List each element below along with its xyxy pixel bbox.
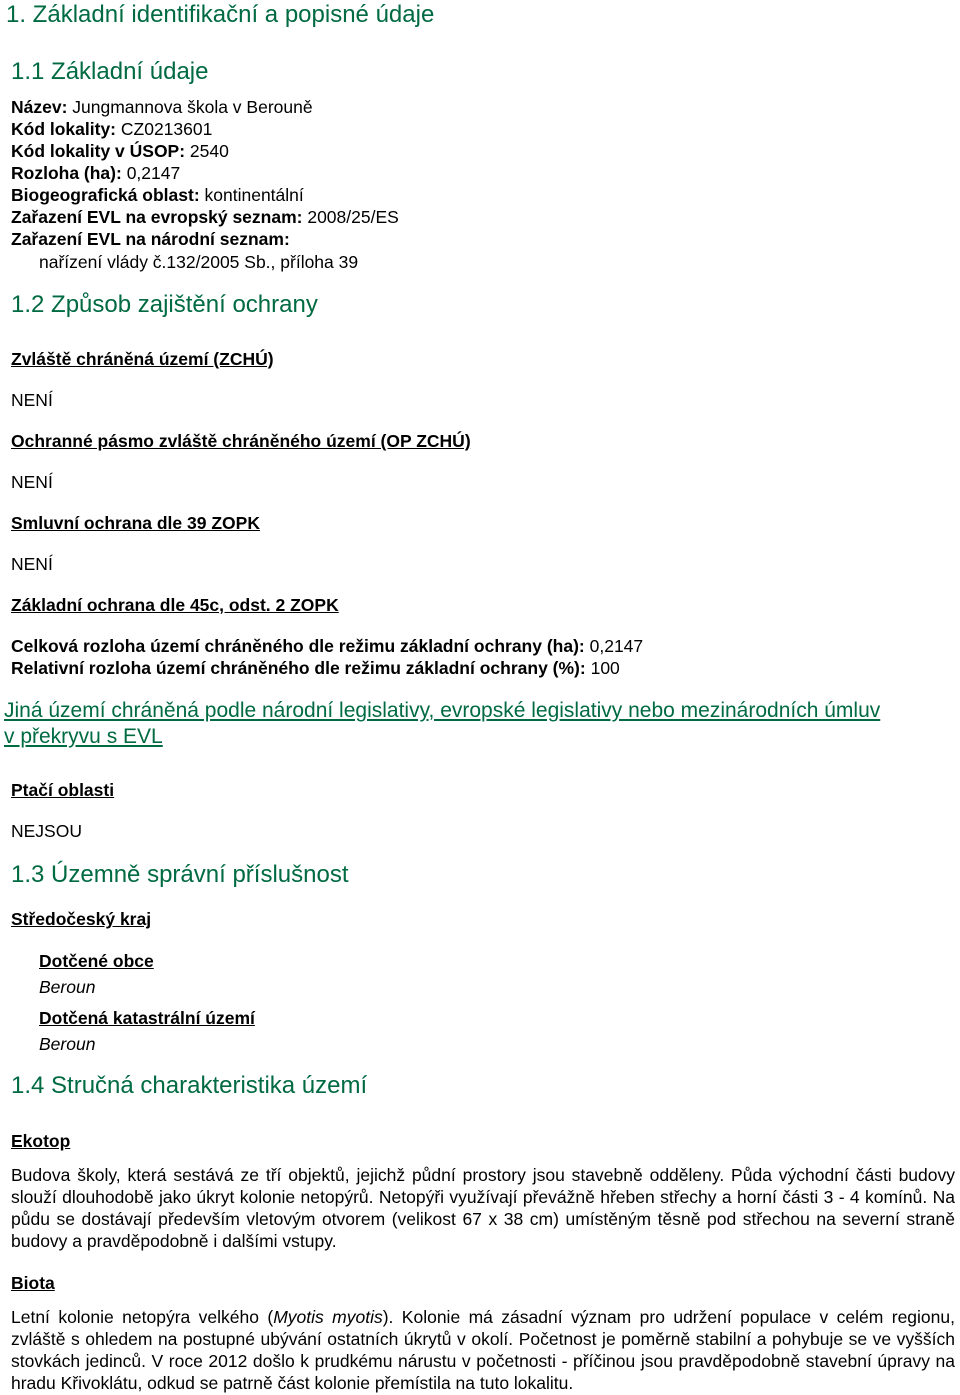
biota-text-after: ). Kolonie má zásadní význam pro udržení populace v celém regionu, zvláště s ohledem na postupné ubývání ostatních úkrytů v okolí. Početnost je poměrně stabilní a pohybuje se ve vyšších stovkách jedinců. V roce 2012 došlo k prudkému nárustu v početnosti - příčinou jsou pravděpodobně stavební úpravy na hradu Křivoklátu, odkud se patrně část kolonie přemístila na tuto lokalitu. [11, 1307, 955, 1393]
subsection-title-protection: 1.2 Způsob zajištění ochrany [11, 291, 318, 318]
subsection-title-jurisdiction: 1.3 Územně správní příslušnost [11, 861, 349, 888]
field-label: Rozloha (ha): [11, 163, 122, 183]
other-protected-areas-heading-line1: Jiná území chráněná podle národní legislativy, evropské legislativy nebo mezinárodních úmluv [4, 699, 881, 722]
field-site-code [11, 118, 212, 140]
field-area [11, 162, 180, 184]
species-name: Myotis myotis [273, 1307, 383, 1327]
field-label: Zařazení EVL na evropský seznam: [11, 207, 303, 227]
other-protected-areas-heading-line2: v překryvu s EVL [4, 725, 163, 748]
contract-protection-heading: Smluvní ochrana dle 39 ZOPK [11, 513, 260, 533]
cadastral-heading: Dotčená katastrální území [39, 1008, 255, 1028]
municipalities-value: Beroun [39, 977, 96, 997]
total-area-label: Celková rozloha území chráněného dle režimu základní ochrany (ha): [11, 636, 585, 656]
relative-area-line [11, 657, 620, 679]
biota-heading: Biota [11, 1273, 55, 1293]
field-label: Kód lokality: [11, 119, 117, 139]
field-value: 0,2147 [121, 163, 181, 183]
field-label: Kód lokality v ÚSOP: [11, 141, 186, 161]
cadastral-value: Beroun [39, 1034, 96, 1054]
biota-paragraph [11, 1306, 955, 1394]
section-title: 1. Základní identifikační a popisné údaje [6, 1, 435, 28]
field-value: kontinentální [199, 185, 304, 205]
total-area-line [11, 635, 643, 657]
field-biogeo-region [11, 184, 304, 206]
ekotop-paragraph: Budova školy, která sestává ze tří objektů, jejichž půdní prostory jsou stavebně odděleny. Půda východní části budovy slouží dlouhodobě jako úkryt kolonie netopýrů. Netopýři využívají převážně hřeben střechy a horní části 3 - 4 komínů. Na půdu se dostávají především vletovým otvorem (velikost 67 x 38 cm) umístěným těsně pod střechou na severní straně budovy a pravděpodobně i dalšími vstupy. [11, 1165, 955, 1251]
zchu-heading: Zvláště chráněná území (ZCHÚ) [11, 349, 274, 369]
field-value: 2008/25/ES [302, 207, 399, 227]
subsection-title-basic-data: 1.1 Základní údaje [11, 58, 209, 85]
subsection-title-characteristics: 1.4 Stručná charakteristika území [11, 1072, 368, 1099]
field-label: Zařazení EVL na národní seznam: [11, 229, 290, 249]
contract-protection-value: NENÍ [11, 554, 53, 574]
field-name [11, 96, 313, 118]
field-label: Název: [11, 97, 68, 117]
field-value: 2540 [185, 141, 229, 161]
field-national-list [11, 228, 290, 250]
total-area-value: 0,2147 [584, 636, 644, 656]
ekotop-heading: Ekotop [11, 1131, 71, 1151]
region-heading: Středočeský kraj [11, 909, 152, 929]
biota-text-before: Letní kolonie netopýra velkého ( [11, 1307, 274, 1327]
relative-area-label: Relativní rozloha území chráněného dle režimu základní ochrany (%): [11, 658, 586, 678]
bird-areas-heading: Ptačí oblasti [11, 780, 115, 800]
field-value: Jungmannova škola v Berouně [67, 97, 313, 117]
zchu-value: NENÍ [11, 390, 53, 410]
field-value: CZ0213601 [116, 119, 213, 139]
relative-area-value: 100 [585, 658, 620, 678]
municipalities-heading: Dotčené obce [39, 951, 154, 971]
basic-protection-heading: Základní ochrana dle 45c, odst. 2 ZOPK [11, 595, 339, 615]
bird-areas-value: NEJSOU [11, 821, 82, 841]
field-label: Biogeografická oblast: [11, 185, 200, 205]
op-zchu-heading: Ochranné pásmo zvláště chráněného území (OP ZCHÚ) [11, 431, 471, 451]
field-eu-list [11, 206, 399, 228]
national-list-value: nařízení vlády č.132/2005 Sb., příloha 39 [39, 252, 359, 272]
op-zchu-value: NENÍ [11, 472, 53, 492]
field-usop-code [11, 140, 229, 162]
